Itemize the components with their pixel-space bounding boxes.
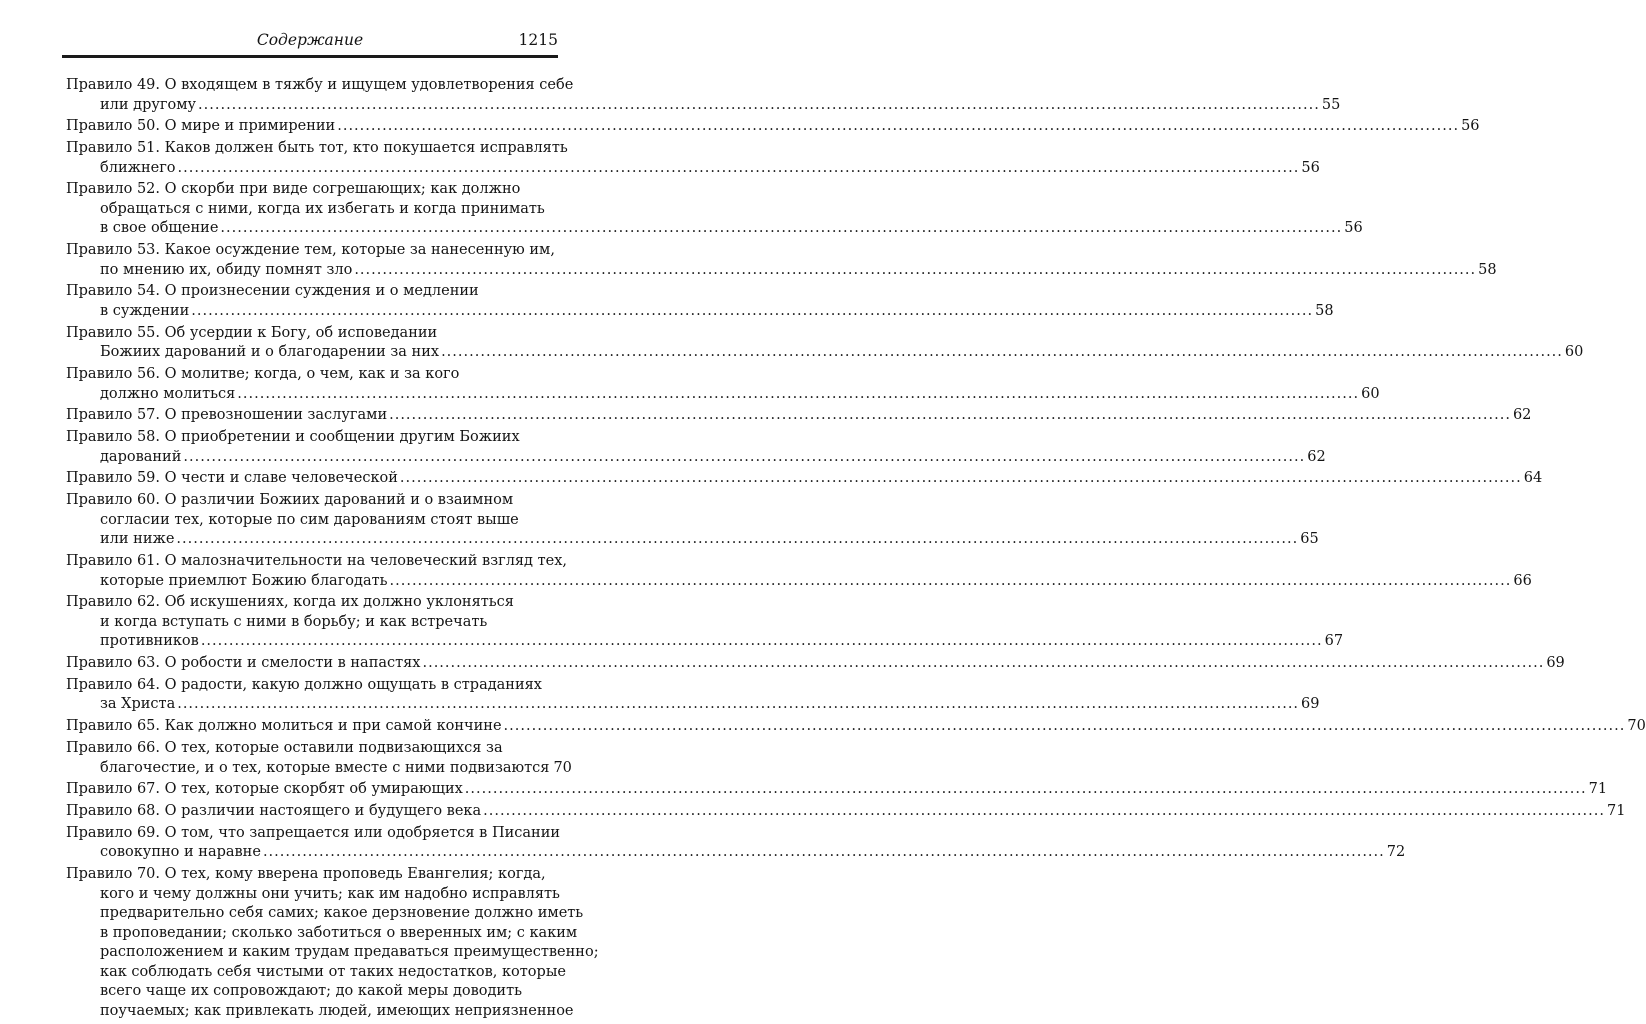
entry-text: О малозначительности на человеческий взгляд тех, — [164, 553, 567, 570]
entry-page: 70 — [1627, 718, 1646, 735]
entry-number: Правило 61. — [66, 553, 165, 570]
entry-page: 72 — [1386, 844, 1406, 861]
entry-page: 56 — [1301, 159, 1320, 176]
entry-page: 71 — [1606, 803, 1626, 820]
entry-page: 65 — [1300, 531, 1319, 548]
entry-text: Как должно молиться и при самой кончине — [164, 718, 502, 735]
entry-number: Правило 55. — [66, 324, 165, 341]
entry-number: Правило 59. — [66, 470, 165, 487]
entry-text: О тех, которые оставили подвизающихся за — [164, 740, 503, 757]
entry-number: Правило 66. — [66, 740, 165, 757]
entry-text: которые приемлют Божию благодать — [100, 572, 388, 589]
entry-text: за Христа — [100, 696, 176, 713]
toc-entry[interactable] — [66, 717, 1646, 737]
entry-text: должно молиться — [100, 385, 236, 402]
section-title: Содержание — [256, 31, 364, 49]
entry-text: О различии Божиих дарований и о взаимном — [164, 492, 514, 509]
dot-leader: ........................................................................................................................................................................................................ — [503, 718, 1626, 735]
toc-entry[interactable] — [66, 469, 1543, 489]
running-header — [62, 28, 558, 52]
entry-text: в проповедании; сколько заботиться о вверенных им; с каким — [100, 924, 578, 941]
dot-leader: ........................................................................................................................................................................................................ — [483, 803, 1605, 820]
page-number: 1215 — [518, 31, 558, 49]
entry-text: Об искушениях, когда их должно уклоняться — [164, 594, 514, 611]
entry-number: Правило 58. — [66, 429, 165, 446]
entry-text: О приобретении и сообщении другим Божиих — [164, 429, 520, 446]
entry-text: Какое осуждение тем, которые за нанесенную им, — [164, 242, 555, 259]
dot-leader: ........................................................................................................................................................................................................ — [177, 159, 1300, 176]
entry-text: по мнению их, обиду помнят зло — [100, 261, 353, 278]
toc-entry[interactable] — [66, 139, 1320, 178]
dot-leader: ........................................................................................................................................................................................................ — [237, 385, 1360, 402]
table-of-contents — [66, 76, 1646, 1024]
entry-text: совокупно и наравне — [100, 844, 261, 861]
entry-number: Правило 57. — [66, 407, 165, 424]
entry-text: О чести и славе человеческой — [164, 470, 398, 487]
toc-entry[interactable] — [66, 865, 599, 1021]
entry-text: поучаемых; как привлекать людей, имеющих неприязненное — [100, 1002, 574, 1019]
entry-page: 67 — [1324, 633, 1344, 650]
entry-number: Правило 49. — [66, 77, 165, 93]
entry-text: О мире и примирении — [164, 118, 336, 135]
entry-text: О молитве; когда, о чем, как и за кого — [164, 366, 460, 383]
entry-page: 56 — [1461, 118, 1480, 135]
entry-text: или другому — [100, 96, 197, 113]
entry-text: и когда вступать с ними в борьбу; и как встречать — [100, 613, 488, 630]
entry-page: 64 — [1523, 470, 1543, 487]
entry-text: Об усердии к Богу, об исповедании — [164, 324, 438, 341]
entry-page: 55 — [1321, 96, 1341, 113]
entry-text: кого и чему должны они учить; как им надобно исправлять — [100, 885, 560, 902]
entry-text: О скорби при виде согрешающих; как должно — [164, 181, 521, 198]
entry-text: О превозношении заслугами — [164, 407, 388, 424]
entry-page: 62 — [1307, 448, 1326, 465]
entry-number: Правило 50. — [66, 118, 165, 135]
dot-leader: ........................................................................................................................................................................................................ — [183, 448, 1306, 465]
dot-leader: ........................................................................................................................................................................................................ — [176, 531, 1299, 548]
entry-number: Правило 54. — [66, 283, 165, 300]
entry-text: дарований — [100, 448, 182, 465]
entry-text: Каков должен быть тот, кто покушается исправлять — [164, 140, 568, 157]
entry-text: благочестие, и о тех, которые вместе с ними подвизаются — [100, 759, 550, 776]
dot-leader: ........................................................................................................................................................................................................ — [177, 696, 1300, 713]
entry-text: О тех, которые скорбят об умирающих — [164, 781, 463, 798]
toc-entry[interactable] — [66, 780, 1608, 800]
entry-number: Правило 68. — [66, 803, 165, 820]
entry-text: О различии настоящего и будущего века — [164, 803, 482, 820]
toc-entry[interactable] — [66, 76, 1341, 115]
dot-leader: ........................................................................................................................................................................................................ — [191, 302, 1314, 319]
toc-entry[interactable] — [66, 552, 1532, 591]
dot-leader: ........................................................................................................................................................................................................ — [354, 261, 1477, 278]
entry-number: Правило 56. — [66, 366, 165, 383]
toc-entry[interactable] — [66, 739, 572, 778]
entry-number: Правило 60. — [66, 492, 165, 509]
entry-page: 58 — [1478, 261, 1497, 278]
entry-page: 70 — [553, 759, 572, 776]
toc-entry[interactable] — [66, 180, 1363, 239]
entry-text: Божиих дарований и о благодарении за них — [100, 344, 440, 361]
dot-leader: ........................................................................................................................................................................................................ — [389, 572, 1512, 589]
entry-text: ближнего — [100, 159, 176, 176]
toc-entry[interactable] — [66, 676, 1320, 715]
entry-text: О робости и смелости в напастях — [164, 655, 421, 672]
dot-leader: ........................................................................................................................................................................................................ — [220, 220, 1343, 237]
dot-leader: ........................................................................................................................................................................................................ — [262, 844, 1385, 861]
entry-page: 58 — [1315, 302, 1334, 319]
entry-page: 69 — [1301, 696, 1320, 713]
entry-number: Правило 69. — [66, 824, 165, 841]
dot-leader: ........................................................................................................................................................................................................ — [389, 407, 1511, 424]
dot-leader: ........................................................................................................................................................................................................ — [464, 781, 1587, 798]
entry-page: 62 — [1512, 407, 1532, 424]
entry-page: 60 — [1361, 385, 1380, 402]
entry-number: Правило 63. — [66, 655, 165, 672]
entry-number: Правило 70. — [66, 866, 165, 883]
entry-page: 71 — [1588, 781, 1608, 798]
toc-entry[interactable] — [66, 406, 1532, 426]
toc-entry[interactable] — [66, 365, 1380, 404]
toc-entry[interactable] — [66, 593, 1344, 652]
toc-entry[interactable] — [66, 282, 1334, 321]
entry-page: 60 — [1564, 344, 1584, 361]
toc-entry[interactable] — [66, 324, 1584, 363]
entry-text: в суждении — [100, 302, 190, 319]
entry-text: расположением и каким трудам предаваться преимущественно; — [100, 944, 599, 961]
entry-number: Правило 51. — [66, 140, 165, 157]
entry-number: Правило 53. — [66, 242, 165, 259]
entry-page: 69 — [1546, 655, 1565, 672]
entry-text: противников — [100, 633, 199, 650]
dot-leader: ........................................................................................................................................................................................................ — [337, 118, 1460, 135]
entry-text: или ниже — [100, 531, 175, 548]
toc-entry[interactable] — [66, 824, 1406, 863]
entry-text: в свое общение — [100, 220, 219, 237]
toc-entry[interactable] — [66, 654, 1565, 674]
entry-text: как соблюдать себя чистыми от таких недостатков, которые — [100, 963, 566, 980]
entry-number: Правило 64. — [66, 676, 165, 693]
toc-entry[interactable] — [66, 428, 1326, 467]
entry-text: предварительно себя самих; какое дерзновение должно иметь — [100, 905, 584, 922]
entry-page: 66 — [1513, 572, 1532, 589]
entry-number: Правило 65. — [66, 718, 165, 735]
toc-entry[interactable] — [66, 802, 1626, 822]
dot-leader: ........................................................................................................................................................................................................ — [441, 344, 1563, 361]
entry-text: О произнесении суждения и о медлении — [164, 283, 479, 300]
header-rule — [62, 55, 558, 58]
dot-leader: ........................................................................................................................................................................................................ — [399, 470, 1522, 487]
toc-entry[interactable] — [66, 491, 1319, 550]
entry-page: 56 — [1344, 220, 1363, 237]
entry-number: Правило 62. — [66, 594, 165, 611]
entry-text: согласии тех, которые по сим дарованиям стоят выше — [100, 511, 519, 528]
entry-text: О входящем в тяжбу и ищущем удовлетворения себе — [164, 77, 574, 93]
entry-text: О том, что запрещается или одобряется в Писании — [164, 824, 561, 841]
entry-text: О тех, кому вверена проповедь Евангелия; когда, — [164, 866, 546, 883]
entry-text: всего чаще их сопровождают; до какой меры доводить — [100, 983, 523, 1000]
entry-text: О радости, какую должно ощущать в страданиях — [164, 676, 542, 693]
dot-leader: ........................................................................................................................................................................................................ — [422, 655, 1545, 672]
entry-text: обращаться с ними, когда их избегать и когда принимать — [100, 200, 545, 217]
entry-number: Правило 67. — [66, 781, 165, 798]
toc-entry[interactable] — [66, 117, 1480, 137]
entry-number: Правило 52. — [66, 181, 165, 198]
toc-entry[interactable] — [66, 241, 1497, 280]
dot-leader: ........................................................................................................................................................................................................ — [198, 96, 1320, 113]
dot-leader: ........................................................................................................................................................................................................ — [200, 633, 1323, 650]
